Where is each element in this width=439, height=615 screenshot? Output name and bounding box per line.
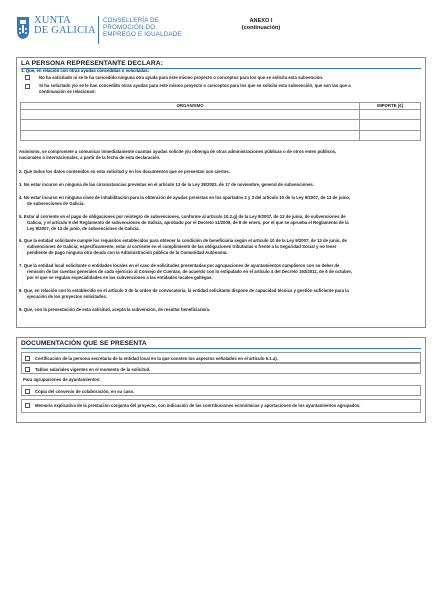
document-row [21,399,421,413]
other-aid-label-2: continuación se relacionan: [39,89,96,94]
declaration-item-9: 9. Que, con la presentación de esta solicitud, acepta la subvención, de resultar beneficiario/a. [19,307,211,312]
importe-header: IMPORTE (€) [360,103,421,110]
commitment-line-1: Asimismo, se compromete a comunicar inmediatamente cuantas ayudas solicite y/u obtenga de otras administraciones públicas o de otros entes públicos, [19,149,337,154]
xunta-logo [16,16,96,40]
declaration-item-7-line-2: remisión de las cuentas generales de cada ejercicio al Consejo de Cuentas, de acuerdo con lo estipulado en el artículo 4 del Decreto 193/2011, de 6 de octubre, [27,269,353,274]
doc-agreement-copy-checkbox[interactable] [25,389,30,394]
page-header [16,16,426,52]
doc-salary-tables-label: Tablas salariales vigentes en el momento de la solicitud. [35,366,151,372]
declaration-section [16,57,426,328]
doc-project-report-checkbox[interactable] [25,403,30,408]
logo-line-2: DE GALICIA [34,25,96,36]
declaration-item-1: 1. Que, en relación con otras ayudas concedidas o solicitadas: [21,68,150,73]
declaration-item-4-line-1: 4. No estar incurso en ninguna clase de inhabilitación para la obtención de ayudas previstas en los apartados 2 y 3 del artículo 10 de la Ley 9/2007, de 13 de junio, [19,195,351,200]
importe-field[interactable] [360,109,421,120]
municipality-groups-heading: Para agrupaciones de ayuntamientos: [23,377,101,382]
commitment-line-2: nacionales o internacionales, a partir de la fecha de esta declaración. [19,155,161,160]
table-row [21,120,421,131]
declaration-item-8-line-1: 8. Que, en relación con lo establecido en el artículo 3 de la orden de convocatoria, la entidad solicitante dispone de capacidad técnica y gestión suficiente para la [19,288,349,293]
doc-salary-tables-checkbox[interactable] [25,367,30,372]
document-row [21,352,421,363]
logo-divider [98,16,99,44]
table-row [21,130,421,141]
other-aid-table [20,102,421,141]
declaration-item-8-line-2: ejecución de los proyectos solicitados. [27,294,107,299]
table-row [21,109,421,120]
declaration-item-7-line-1: 7. Que la entidad local solicitante o entidades locales en el caso de solicitudes presentadas por agrupaciones de ayuntamientos cumplieron con su deber de [19,263,340,268]
declaration-item-6-line-1: 6. Que la entidad solicitante cumple los requisitos establecidos para obtener la condición de beneficiaria según el artículo 10 de la Ley 9/2007, de 13 de junio, de [19,238,347,243]
organismo-header: ORGANISMO [21,103,360,110]
declaration-item-5-line-3: Ley 9/2007, de 13 de junio, de subvenciones de Galicia. [27,226,140,231]
importe-field[interactable] [360,130,421,141]
declaration-item-6-line-2: subvenciones de Galicia; específicamente, estar al corriente en el cumplimiento de las obligaciones tributarias o frente a la Seguridad Social y no tener [27,244,337,249]
no-other-aid-checkbox[interactable] [25,75,30,80]
doc-project-report-label: Memoria explicativa de la prestación conjunta del proyecto, con indicación de las contribuciones económicas y aportaciones de los ayuntamientos agrupados. [35,402,361,408]
declaration-item-5-line-1: 5. Estar al corriente en el pago de obligaciones por reintegro de subvenciones, conforme al artículo 10.2.g) de la Ley 9/2007, de 13 de junio, de subvenciones de [19,214,346,219]
doc-agreement-copy-label: Copia del convenio de colaboración, en su caso. [35,388,135,394]
annex-title: ANEXO I [249,18,273,24]
organismo-field[interactable] [21,130,360,141]
doc-secretary-cert-checkbox[interactable] [25,356,30,361]
organismo-field[interactable] [21,120,360,131]
logo-line-1: XUNTA [34,15,71,26]
declaration-item-5-line-2: Galicia, y el artículo 9 del Reglamento de subvenciones de Galicia, aprobado por el Decreto 11/2009, de 8 de enero, por el que se aprueba el Reglamento de la [27,220,349,225]
department-name [103,17,182,38]
declaration-item-2: 2. Que todos los datos contenidos en esta solicitud y en los documentos que se presentan son ciertos. [19,169,230,174]
declaration-title: LA PERSONA REPRESENTANTE DECLARA: [21,60,163,67]
annex-heading [236,18,286,32]
section-underline [21,348,421,349]
dept-line-1: CONSELLERÍA DE [103,17,160,24]
dept-line-3: EMPREGO E IGUALDADE [103,31,182,38]
dept-line-2: PROMOCIÓN DO [103,24,156,31]
other-aid-checkbox[interactable] [25,84,30,89]
doc-secretary-cert-label: Certificación de la persona secretaria de la entidad local en la que consten los aspectos señalados en el artículo 6.1.a). [35,355,278,361]
document-row [21,363,421,374]
organismo-field[interactable] [21,109,360,120]
declaration-item-7-line-3: por el que se regulan especialidades en las subvenciones a las entidades locales gallegas. [27,275,213,280]
no-other-aid-label: No ha solicitado ni se le ha concedido ninguna otra ayuda para este mismo proyecto o conceptos para los que se solicita esta subvención. [39,75,324,80]
galicia-shield-icon [16,16,30,40]
document-row [21,385,421,396]
other-aid-label-1: Sí ha solicitado y/o se le han concedido otras ayudas para este mismo proyecto o conceptos para los que se solicita esta subvención, que son las que a [39,83,351,88]
importe-field[interactable] [360,120,421,131]
documentation-title: DOCUMENTACIÓN QUE SE PRESENTA [21,340,147,347]
declaration-item-3: 3. No estar incurso en ninguna de las circunstancias previstas en el artículo 13 de la Ley 38/2003, de 17 de noviembre, general de subvenciones. [19,182,314,187]
documentation-section [16,337,426,423]
annex-subtitle: (continuación) [241,25,281,31]
declaration-item-4-line-2: de subvenciones de Galicia. [27,201,85,206]
declaration-item-6-line-3: pendiente de pago ninguna otra deuda con la Administración pública de la Comunidad Autónoma. [27,250,228,255]
